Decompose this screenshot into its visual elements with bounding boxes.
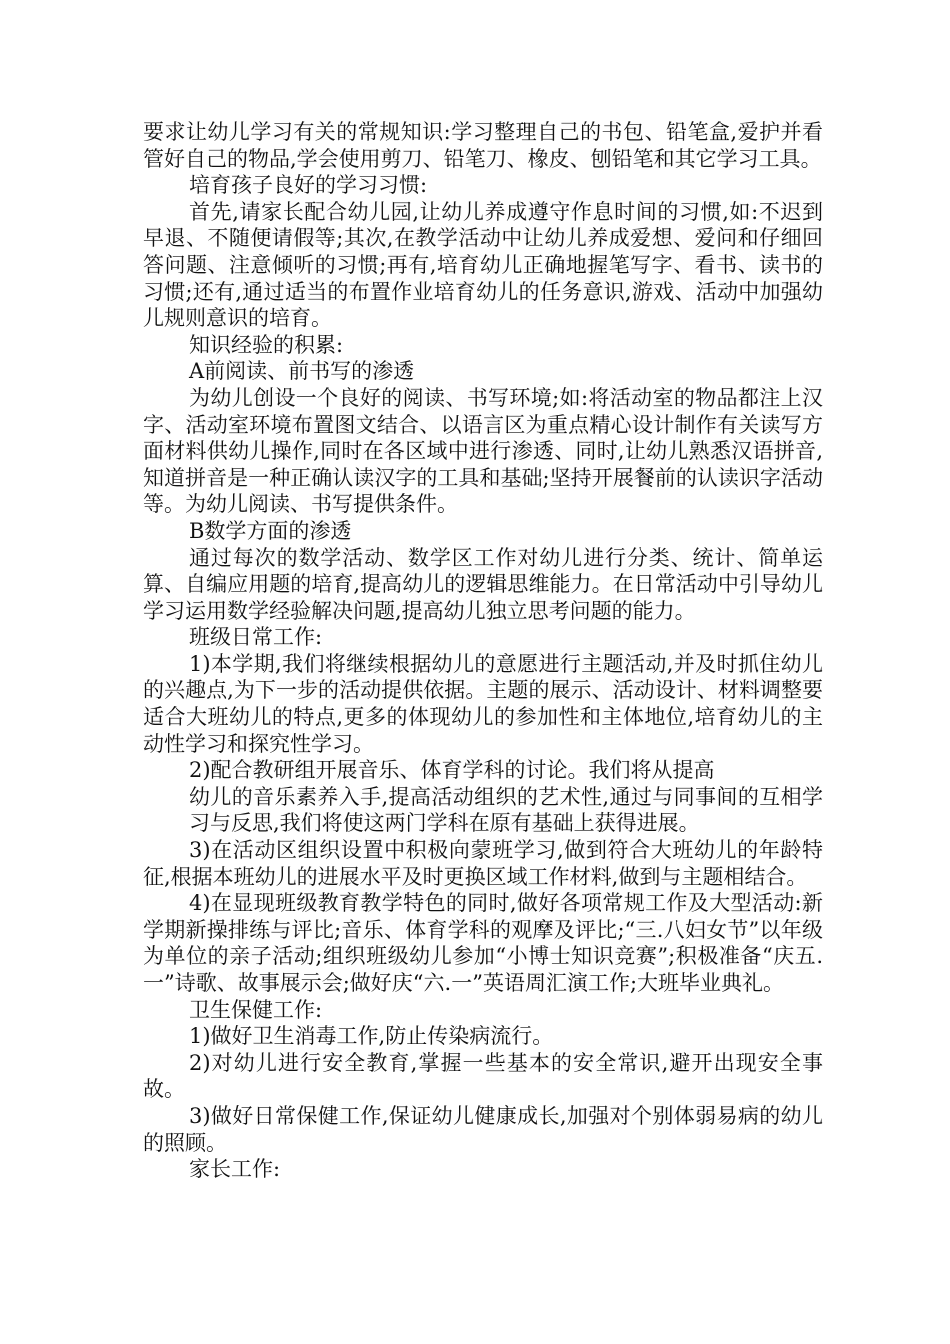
list-item: 1)本学期,我们将继续根据幼儿的意愿进行主题活动,并及时抓住幼儿的兴趣点,为下一步的活动提供依据。主题的展示、活动设计、材料调整要适合大班幼儿的特点,更多的体现幼儿的参加性和主体地位,培育幼儿的主动性学习和探究性学习。	[143, 651, 823, 756]
paragraph: 为幼儿创设一个良好的阅读、书写环境;如:将活动室的物品都注上汉字、活动室环境布置图文结合、以语言区为重点精心设计制作有关读写方面材料供幼儿操作,同时在各区域中进行渗透、同时,让幼儿熟悉汉语拼音,知道拼音是一种正确认读汉字的工具和基础;坚持开展餐前的认读识字活动等。为幼儿阅读、书写提供条件。	[143, 385, 823, 517]
list-item: 4)在显现班级教育教学特色的同时,做好各项常规工作及大型活动:新学期新操排练与评比;音乐、体育学科的观摩及评比;“三.八妇女节”以年级为单位的亲子活动;组织班级幼儿参加“小博士知识竞赛”;积极准备“庆五.一”诗歌、故事展示会;做好庆“六.一”英语周汇演工作;大班毕业典礼。	[143, 891, 823, 995]
list-item: 1)做好卫生消毒工作,防止传染病流行。	[189, 1024, 554, 1049]
section-heading: 家长工作:	[189, 1157, 281, 1182]
paragraph: 通过每次的数学活动、数学区工作对幼儿进行分类、统计、简单运算、自编应用题的培育,提高幼儿的逻辑思维能力。在日常活动中引导幼儿学习运用数学经验解决问题,提高幼儿独立思考问题的能力。	[143, 545, 823, 623]
section-heading: 培育孩子良好的学习习惯:	[189, 173, 428, 198]
document-body	[143, 119, 823, 1183]
section-heading: 卫生保健工作:	[189, 997, 323, 1022]
paragraph-continuation: 幼儿的音乐素养入手,提高活动组织的艺术性,通过与同事间的互相学习与反思,我们将使这两门学科在原有基础上获得进展。	[189, 784, 823, 836]
subsection-heading: A前阅读、前书写的渗透	[189, 359, 415, 384]
list-item: 2)配合教研组开展音乐、体育学科的讨论。我们将从提高	[189, 758, 715, 783]
paragraph: 首先,请家长配合幼儿园,让幼儿养成遵守作息时间的习惯,如:不迟到早退、不随便请假等;其次,在教学活动中让幼儿养成爱想、爱问和仔细回答问题、注意倾听的习惯;再有,培育幼儿正确地握笔写字、看书、读书的习惯;还有,通过适当的布置作业培育幼儿的任务意识,游戏、活动中加强幼儿规则意识的培育。	[143, 199, 823, 331]
list-item: 2)对幼儿进行安全教育,掌握一些基本的安全常识,避开出现安全事故。	[143, 1050, 823, 1102]
section-heading: 知识经验的积累:	[189, 332, 344, 357]
list-item: 3)做好日常保健工作,保证幼儿健康成长,加强对个别体弱易病的幼儿的照顾。	[143, 1103, 823, 1155]
paragraph: 要求让幼儿学习有关的常规知识:学习整理自己的书包、铅笔盒,爱护并看管好自己的物品,学会使用剪刀、铅笔刀、橡皮、刨铅笔和其它学习工具。	[143, 120, 823, 171]
section-heading: 班级日常工作:	[189, 625, 323, 650]
list-item: 3)在活动区组织设置中积极向蒙班学习,做到符合大班幼儿的年龄特征,根据本班幼儿的进展水平及时更换区域工作材料,做到与主题相结合。	[143, 838, 823, 889]
subsection-heading: B数学方面的渗透	[189, 518, 352, 543]
